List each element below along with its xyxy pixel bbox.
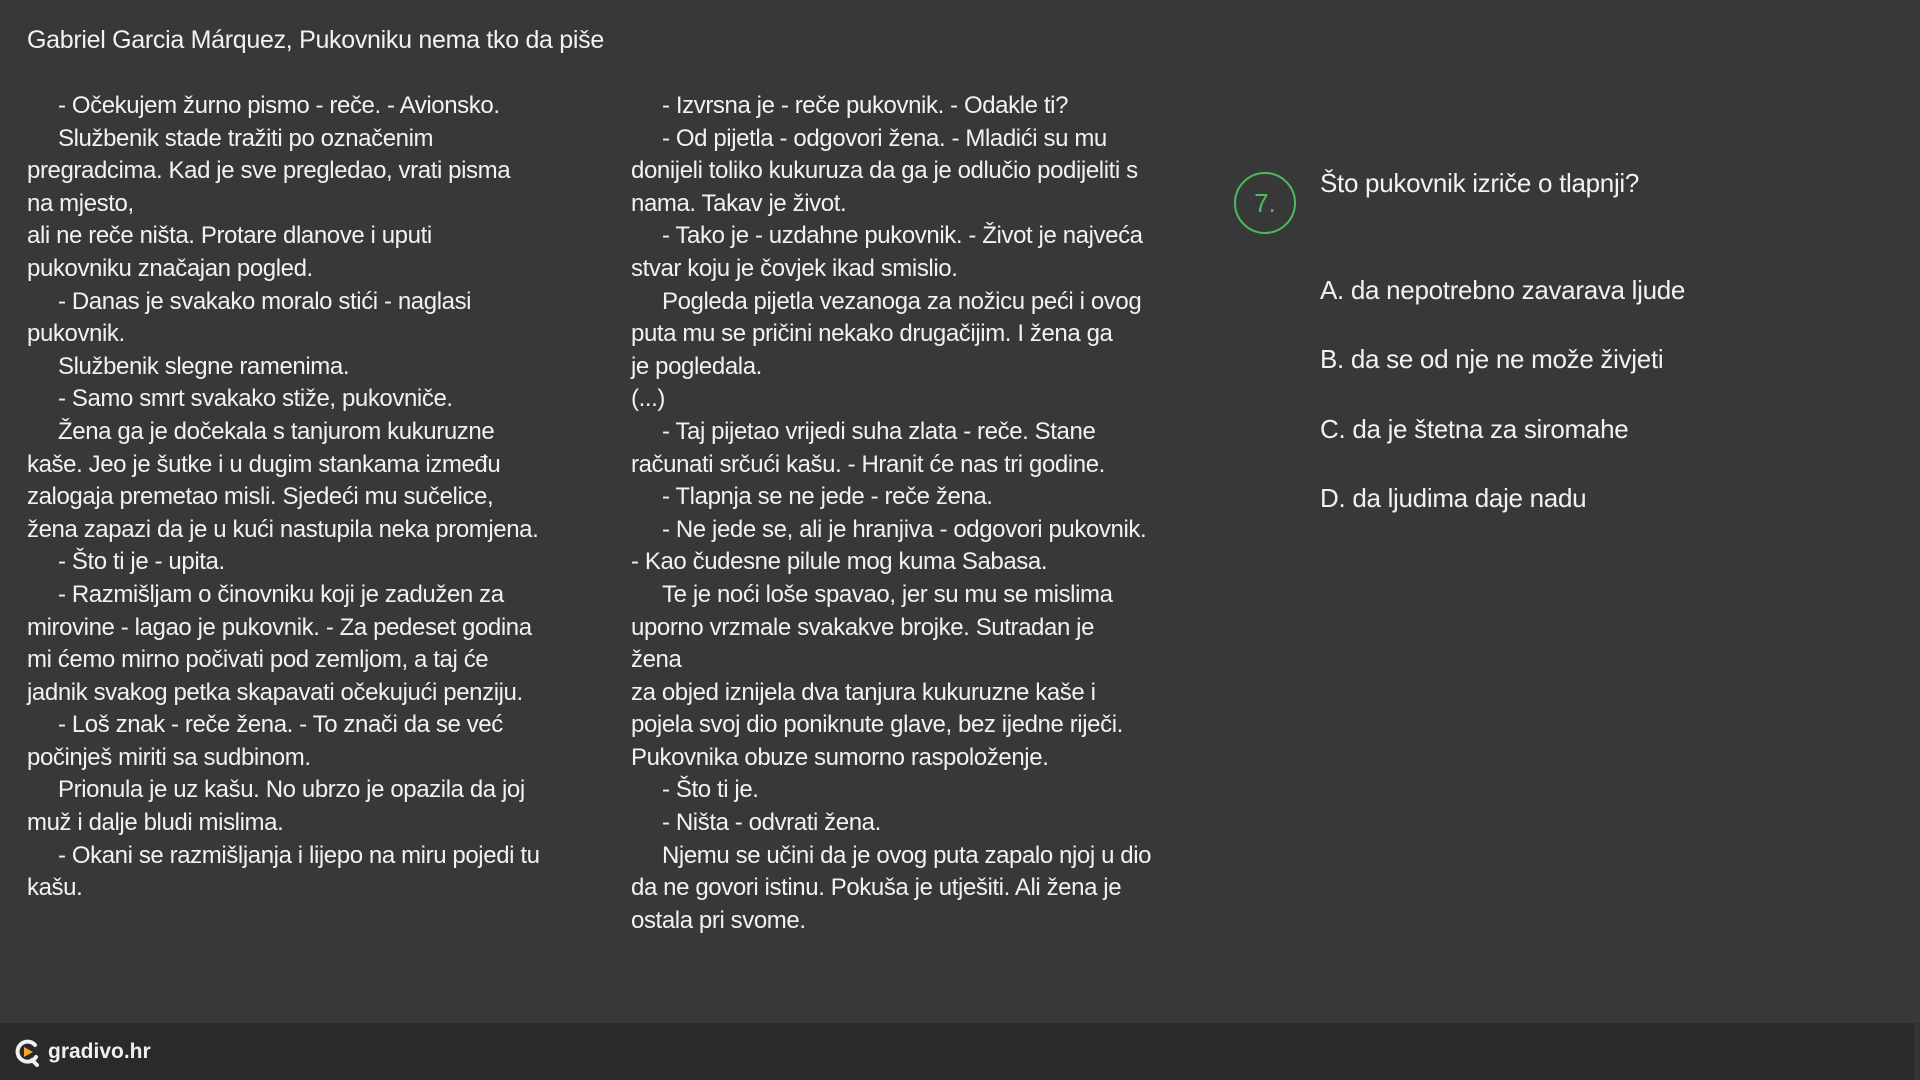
answer-option-d[interactable]: D. da ljudima daje nadu [1320, 483, 1587, 513]
text-line: računati srčući kašu. - Hranit će nas tri godine. [631, 450, 1105, 478]
text-line: - Tako je - uzdahne pukovnik. - Život je najveća [662, 222, 1143, 250]
text-line: zalogaja premetao misli. Sjedeći mu sučelice, [27, 483, 494, 511]
text-line: Njemu se učini da je ovog puta zapalo njoj u dio [662, 841, 1152, 869]
brand-logo[interactable] [12, 1037, 151, 1067]
question-text: Što pukovnik izriče o tlapnji? [1320, 168, 1640, 198]
text-line: Službenik slegne ramenima. [58, 352, 350, 380]
text-line: Pukovnika obuze sumorno raspoloženje. [631, 743, 1049, 771]
text-line: - Taj pijetao vrijedi suha zlata - reče. Stane [662, 417, 1096, 445]
text-line: je pogledala. [631, 352, 762, 380]
gradivo-logo-icon [12, 1037, 42, 1067]
text-line: mi ćemo mirno počivati pod zemljom, a taj će [27, 646, 489, 674]
text-line: - Što ti je - upita. [58, 548, 225, 576]
text-line: donijeli toliko kukuruza da ga je odlučio podijeliti s [631, 157, 1138, 185]
edge-strip [1914, 1023, 1920, 1080]
text-line: pregradcima. Kad je sve pregledao, vrati pisma [27, 157, 511, 185]
answer-option-a[interactable]: A. da nepotrebno zavarava ljude [1320, 275, 1686, 305]
text-line: kašu. [27, 874, 83, 902]
text-line: - Loš znak - reče žena. - To znači da se već [58, 711, 503, 739]
page-title: Gabriel Garcia Márquez, Pukovniku nema tko da piše [27, 26, 604, 54]
text-line: puta mu se pričini nekako drugačijim. I žena ga [631, 320, 1113, 348]
text-line: Prionula je uz kašu. No ubrzo je opazila da joj [58, 776, 525, 804]
text-line: - Očekujem žurno pismo - reče. - Avionsko. [58, 92, 500, 119]
text-line: pojela svoj dio poniknute glave, bez ijedne riječi. [631, 711, 1123, 739]
text-line: pukovniku značajan pogled. [27, 254, 313, 282]
text-line: pukovnik. [27, 320, 125, 348]
text-line: mirovine - lagao je pukovnik. - Za pedeset godina [27, 613, 532, 641]
text-line: kaše. Jeo je šutke i u dugim stankama između [27, 450, 501, 478]
text-line: - Tlapnja se ne jede - reče žena. [662, 483, 993, 511]
text-line: (...) [631, 385, 665, 413]
text-line: - Ništa - odvrati žena. [662, 809, 881, 837]
text-line: muž i dalje bludi mislima. [27, 809, 284, 837]
text-line: - Ne jede se, ali je hranjiva - odgovori pukovnik. [662, 515, 1147, 543]
text-column-left [27, 90, 540, 905]
text-line: počinješ miriti sa sudbinom. [27, 743, 311, 771]
text-line: stvar koju je čovjek ikad smislio. [631, 254, 958, 282]
text-line: - Kao čudesne pilule mog kuma Sabasa. [631, 548, 1048, 576]
answer-option-b[interactable]: B. da se od nje ne može živjeti [1320, 344, 1664, 374]
brand-name: gradivo.hr [48, 1039, 151, 1063]
text-line: ostala pri svome. [631, 906, 806, 934]
text-line: nama. Takav je život. [631, 189, 847, 217]
text-line: - Samo smrt svakako stiže, pukovniče. [58, 385, 453, 413]
text-line: - Što ti je. [662, 776, 759, 804]
text-line: Službenik stade tražiti po označenim [58, 124, 434, 152]
text-line: Te je noći loše spavao, jer su mu se mislima [662, 580, 1113, 608]
text-line: uporno vrzmale svakakve brojke. Sutradan je [631, 613, 1095, 641]
answer-option-c[interactable]: C. da je štetna za siromahe [1320, 414, 1629, 444]
text-line: da ne govori istinu. Pokuša je utješiti. Ali žena je [631, 874, 1122, 902]
text-line: - Razmišljam o činovniku koji je zadužen za [58, 580, 504, 608]
text-line: Žena ga je dočekala s tanjurom kukuruzne [58, 417, 495, 445]
text-line: na mjesto, [27, 189, 134, 217]
footer-bar [0, 1023, 1914, 1080]
text-line: - Od pijetla - odgovori žena. - Mladići su mu [662, 124, 1107, 152]
text-column-middle [631, 90, 1151, 937]
question-number: 7. [1254, 187, 1276, 218]
question-number-badge [1234, 172, 1296, 234]
text-line: žena [631, 646, 682, 674]
text-line: - Okani se razmišljanja i lijepo na miru pojedi tu [58, 841, 540, 869]
text-line: jadnik svakog petka skapavati očekujući penziju. [27, 678, 523, 706]
text-line: za objed iznijela dva tanjura kukuruzne kaše i [631, 678, 1096, 706]
text-line: Pogleda pijetla vezanoga za nožicu peći i ovog [662, 287, 1142, 315]
text-line: ali ne reče ništa. Protare dlanove i uputi [27, 222, 432, 250]
text-line: - Izvrsna je - reče pukovnik. - Odakle ti? [662, 92, 1069, 119]
text-line: žena zapazi da je u kući nastupila neka promjena. [27, 515, 539, 543]
text-line: - Danas je svakako moralo stići - naglasi [58, 287, 472, 315]
